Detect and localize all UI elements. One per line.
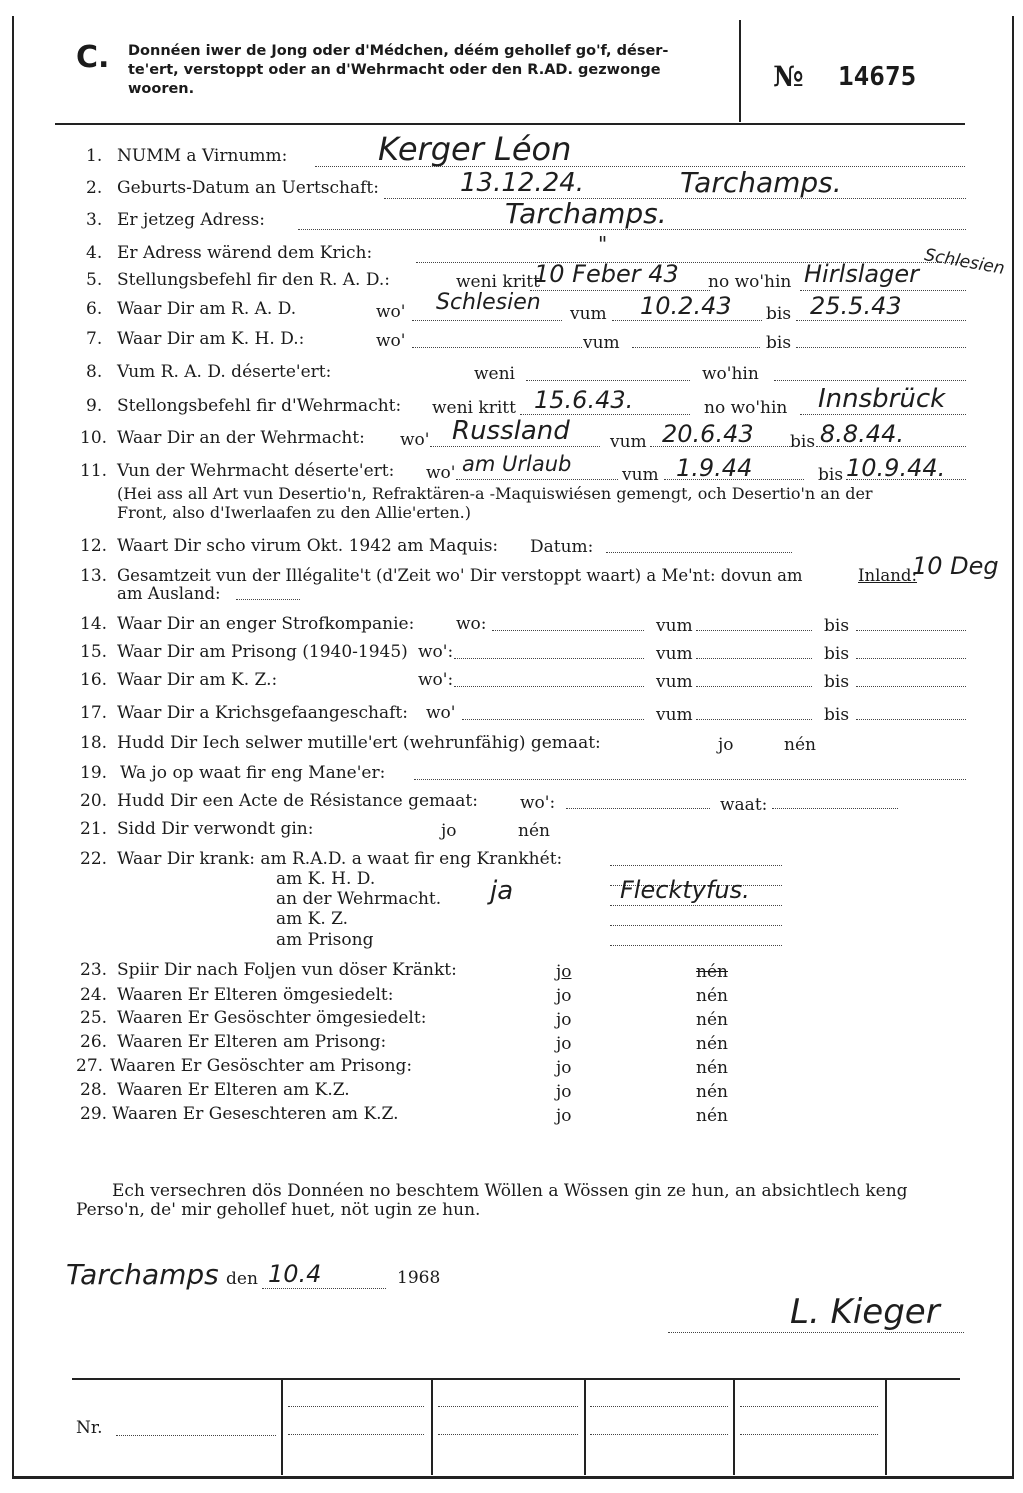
field-line bbox=[384, 198, 966, 199]
item-number: 22. bbox=[80, 849, 108, 869]
field-line bbox=[288, 1434, 424, 1435]
rad-place[interactable]: Schlesien bbox=[436, 290, 541, 315]
birth-date-value[interactable]: 13.12.24. bbox=[460, 168, 585, 198]
item-label: Wa jo op waat fir eng Mane'er: bbox=[120, 763, 386, 783]
field-line bbox=[462, 719, 644, 720]
footer-divider bbox=[584, 1380, 586, 1475]
birth-place-value[interactable]: Tarchamps. bbox=[680, 166, 842, 199]
item-label: Waaren Er Geseschteren am K.Z. bbox=[112, 1104, 399, 1124]
item-number: 20. bbox=[80, 791, 108, 811]
wo-label: wo' bbox=[426, 703, 456, 723]
wehrmacht-order-date[interactable]: 15.6.43. bbox=[534, 386, 634, 414]
item-label: Waaren Er Elteren am Prisong: bbox=[117, 1032, 387, 1052]
bis-label: bis bbox=[766, 333, 792, 353]
vum-label: vum bbox=[656, 672, 693, 692]
item-label: Sidd Dir verwondt gin: bbox=[117, 819, 314, 839]
field-line bbox=[414, 779, 966, 780]
item-label: Waar Dir an enger Strofkompanie: bbox=[117, 614, 415, 634]
vum-label: vum bbox=[583, 333, 620, 353]
vum-label: vum bbox=[656, 705, 693, 725]
wehrmacht-to[interactable]: 8.8.44. bbox=[820, 420, 904, 448]
item-number: 18. bbox=[80, 733, 108, 753]
item-number: 25. bbox=[80, 1008, 108, 1028]
item-label: Waar Dir am R. A. D. bbox=[117, 299, 297, 319]
item-number: 11. bbox=[80, 461, 108, 481]
item-label: Waart Dir scho virum Okt. 1942 am Maquis: bbox=[117, 536, 499, 556]
field-line bbox=[430, 446, 600, 447]
number-symbol: № bbox=[773, 60, 804, 93]
waat-label: waat: bbox=[720, 795, 768, 815]
field-line bbox=[800, 290, 966, 291]
nr-label: Nr. bbox=[76, 1418, 103, 1438]
field-line bbox=[590, 1406, 728, 1407]
item-label: Geburts-Datum an Uertschaft: bbox=[117, 178, 379, 198]
field-line bbox=[590, 1434, 728, 1435]
ausland-label: am Ausland: bbox=[117, 584, 221, 603]
wo-label: wo': bbox=[520, 793, 556, 813]
item-label: Waar Dir a Krichsgefaangeschaft: bbox=[117, 703, 408, 723]
item-label: Waar Dir am K. Z.: bbox=[117, 670, 278, 690]
item-number: 2. bbox=[86, 178, 103, 198]
item-number: 16. bbox=[80, 670, 108, 690]
field-line bbox=[856, 630, 966, 631]
bis-label: bis bbox=[790, 432, 816, 452]
field-line bbox=[612, 320, 762, 321]
bis-label: bis bbox=[766, 304, 792, 324]
bis-label: bis bbox=[824, 672, 850, 692]
form-number: 14675 bbox=[838, 62, 917, 92]
field-line bbox=[740, 1434, 878, 1435]
bis-label: bis bbox=[818, 465, 844, 485]
field-line bbox=[116, 1435, 276, 1436]
header-text-line1: Donnéen iwer de Jong oder d'Médchen, déém gehollef go'f, déser- bbox=[128, 43, 669, 59]
item-label: Waaren Er Elteren ömgesiedelt: bbox=[117, 985, 394, 1005]
item-note: (Hei ass all Art vun Desertio'n, Refraktären-a -Maquiswiésen gemengt, och Desertio'n an der bbox=[117, 484, 873, 503]
header-text-line3: wooren. bbox=[128, 81, 195, 97]
item-label: Gesamtzeit vun der Illégalite't (d'Zeit wo' Dir verstoppt waart) a Me'nt: dovun am bbox=[117, 566, 803, 585]
item-number: 6. bbox=[86, 299, 103, 319]
jo-option[interactable]: jo bbox=[718, 735, 734, 755]
nen-option[interactable]: nén bbox=[696, 986, 728, 1006]
item-number: 10. bbox=[80, 428, 108, 448]
item-number: 24. bbox=[80, 985, 108, 1005]
item-note: Front, also d'Iwerlaafen zu den Allie'erten.) bbox=[117, 503, 471, 522]
signature-date[interactable]: 10.4 bbox=[268, 1260, 322, 1288]
declaration-line1: Ech versechren dös Donnéen no beschtem Wöllen a Wössen gin ze hun, an absichtlech keng bbox=[112, 1181, 908, 1201]
field-line bbox=[438, 1434, 578, 1435]
wo-label: wo' bbox=[400, 430, 430, 450]
field-line bbox=[856, 686, 966, 687]
desertion-from[interactable]: 1.9.44 bbox=[676, 454, 753, 482]
field-line bbox=[696, 630, 812, 631]
field-line bbox=[454, 658, 644, 659]
item-label: Vum R. A. D. déserte'ert: bbox=[117, 362, 332, 382]
item-number: 8. bbox=[86, 362, 103, 382]
field-line bbox=[288, 1406, 424, 1407]
signature-place[interactable]: Tarchamps bbox=[66, 1258, 219, 1291]
wo-label: wo' bbox=[376, 331, 406, 351]
vum-label: vum bbox=[656, 616, 693, 636]
item-label: Waar Dir am K. H. D.: bbox=[117, 329, 305, 349]
field-line bbox=[236, 599, 300, 600]
wehrmacht-order-place[interactable]: Innsbrück bbox=[818, 384, 946, 414]
header-text-line2: te'ert, verstoppt oder an d'Wehrmacht oder den R.AD. gezwonge bbox=[128, 62, 661, 78]
wo-label: wo': bbox=[418, 642, 454, 662]
field-line bbox=[610, 865, 782, 866]
sub-option: an der Wehrmacht. bbox=[276, 889, 442, 909]
item-number: 29. bbox=[80, 1104, 108, 1124]
rad-to[interactable]: 25.5.43 bbox=[810, 292, 902, 320]
item-number: 3. bbox=[86, 210, 103, 230]
field-line bbox=[696, 719, 812, 720]
nen-option[interactable]: nén bbox=[696, 1034, 728, 1054]
item-number: 23. bbox=[80, 960, 108, 980]
item-label: NUMM a Virnumm: bbox=[117, 146, 288, 166]
den-label: den bbox=[226, 1269, 258, 1289]
war-address-value[interactable]: " bbox=[598, 232, 608, 256]
field-line bbox=[856, 658, 966, 659]
jo-option[interactable]: jo bbox=[556, 1058, 572, 1078]
jo-option[interactable]: jo bbox=[556, 962, 572, 982]
item-label: Waar Dir krank: am R.A.D. a waat fir eng Krankhét: bbox=[117, 849, 563, 869]
item-number: 26. bbox=[80, 1032, 108, 1052]
bis-label: bis bbox=[824, 644, 850, 664]
header-bottom-rule bbox=[55, 123, 965, 125]
field-line bbox=[774, 380, 966, 381]
footer-divider bbox=[431, 1380, 433, 1475]
field-line bbox=[492, 630, 644, 631]
sub-option: am K. H. D. bbox=[276, 869, 376, 889]
footer-top-rule bbox=[72, 1378, 960, 1380]
field-line bbox=[740, 1406, 878, 1407]
field-line bbox=[526, 380, 690, 381]
item-number: 19. bbox=[80, 763, 108, 783]
item-label: Waar Dir an der Wehrmacht: bbox=[117, 428, 365, 448]
desertion-place[interactable]: am Urlaub bbox=[462, 452, 572, 476]
nen-option[interactable]: nén bbox=[518, 821, 550, 841]
field-line bbox=[800, 414, 966, 415]
inland-label: Inland: bbox=[858, 566, 918, 585]
field-line bbox=[696, 658, 812, 659]
wo-label: wo' bbox=[426, 463, 456, 483]
item-label: Vun der Wehrmacht déserte'ert: bbox=[117, 461, 395, 481]
nen-option[interactable]: nén bbox=[696, 1058, 728, 1078]
rad-order-place[interactable]: Hirlslager bbox=[804, 260, 919, 288]
nen-option[interactable]: nén bbox=[784, 735, 816, 755]
field-line bbox=[632, 347, 760, 348]
rad-order-place-extra[interactable]: Schlesien bbox=[922, 245, 1007, 279]
where-label: no wo'hin bbox=[708, 272, 792, 292]
item-label: Er Adress wärend dem Krich: bbox=[117, 243, 373, 263]
bis-label: bis bbox=[824, 705, 850, 725]
signature-line bbox=[668, 1332, 964, 1333]
inland-value[interactable]: 10 Deg bbox=[912, 552, 999, 580]
item-number: 17. bbox=[80, 703, 108, 723]
nen-option[interactable]: nén bbox=[696, 1082, 728, 1102]
when-label: weni kritt bbox=[432, 398, 516, 418]
item-label: Stellungsbefehl fir den R. A. D.: bbox=[117, 270, 391, 290]
jo-option[interactable]: jo bbox=[441, 821, 457, 841]
footer-divider bbox=[733, 1380, 735, 1475]
vum-label: vum bbox=[622, 465, 659, 485]
desertion-to[interactable]: 10.9.44. bbox=[846, 454, 946, 482]
wo-label: wo': bbox=[418, 670, 454, 690]
item-number: 27. bbox=[76, 1056, 104, 1076]
item-label: Hudd Dir een Acte de Résistance gemaat: bbox=[117, 791, 478, 811]
item-number: 15. bbox=[80, 642, 108, 662]
header-divider bbox=[739, 20, 741, 122]
field-line bbox=[456, 479, 618, 480]
jo-option[interactable]: jo bbox=[556, 1010, 572, 1030]
item-number: 5. bbox=[86, 270, 103, 290]
nen-option[interactable]: nén bbox=[696, 1010, 728, 1030]
item-number: 28. bbox=[80, 1080, 108, 1100]
wohin-label: wo'hin bbox=[702, 364, 759, 384]
item-number: 4. bbox=[86, 243, 103, 263]
footer-divider bbox=[281, 1380, 283, 1475]
field-line bbox=[566, 808, 710, 809]
when-label: weni kritt bbox=[456, 272, 540, 292]
field-line bbox=[412, 320, 562, 321]
nen-option[interactable]: nén bbox=[696, 1106, 728, 1126]
field-line bbox=[772, 808, 898, 809]
datum-label: Datum: bbox=[530, 537, 594, 557]
field-line bbox=[696, 686, 812, 687]
sub-option: am Prisong bbox=[276, 930, 374, 950]
field-line bbox=[610, 925, 782, 926]
where-label: no wo'hin bbox=[704, 398, 788, 418]
rad-from[interactable]: 10.2.43 bbox=[640, 292, 732, 320]
item-label: Hudd Dir Iech selwer mutille'ert (wehrunfähig) gemaat: bbox=[117, 733, 601, 753]
nen-option[interactable]: nén bbox=[696, 962, 728, 982]
jo-option[interactable]: jo bbox=[556, 1082, 572, 1102]
item-number: 14. bbox=[80, 614, 108, 634]
item-number: 9. bbox=[86, 396, 103, 416]
field-line bbox=[262, 1288, 386, 1289]
sub-option: am K. Z. bbox=[276, 909, 349, 929]
weni-label: weni bbox=[474, 364, 515, 384]
item-number: 7. bbox=[86, 329, 103, 349]
item-label: Waaren Er Gesöschter ömgesiedelt: bbox=[117, 1008, 427, 1028]
field-line bbox=[856, 719, 966, 720]
rad-order-date[interactable]: 10 Feber 43 bbox=[534, 260, 679, 288]
field-line bbox=[606, 552, 792, 553]
item-label: Waaren Er Gesöschter am Prisong: bbox=[110, 1056, 413, 1076]
item-number: 21. bbox=[80, 819, 108, 839]
field-line bbox=[454, 686, 644, 687]
wehrmacht-from[interactable]: 20.6.43 bbox=[662, 420, 754, 448]
wo-label: wo' bbox=[376, 302, 406, 322]
bis-label: bis bbox=[824, 616, 850, 636]
field-line bbox=[438, 1406, 578, 1407]
form-letter: C. bbox=[76, 40, 110, 75]
item-number: 1. bbox=[86, 146, 103, 166]
field-line bbox=[796, 320, 966, 321]
signature-year: 1968 bbox=[397, 1268, 441, 1288]
item-label: Waaren Er Elteren am K.Z. bbox=[117, 1080, 350, 1100]
signature[interactable]: L. Kieger bbox=[790, 1292, 940, 1332]
jo-option[interactable]: jo bbox=[556, 986, 572, 1006]
vum-label: vum bbox=[610, 432, 647, 452]
field-line bbox=[530, 290, 710, 291]
jo-option[interactable]: jo bbox=[556, 1106, 572, 1126]
illness-name[interactable]: Flecktyfus. bbox=[620, 876, 750, 904]
item-label: Waar Dir am Prisong (1940-1945) bbox=[117, 642, 408, 662]
field-line bbox=[520, 414, 690, 415]
item-label: Stellongsbefehl fir d'Wehrmacht: bbox=[117, 396, 402, 416]
vum-label: vum bbox=[570, 304, 607, 324]
current-address-value[interactable]: Tarchamps. bbox=[505, 197, 667, 230]
field-line bbox=[610, 945, 782, 946]
illness-answer[interactable]: ja bbox=[490, 876, 514, 906]
declaration-line2: Perso'n, de' mir gehollef huet, nöt ugin ze hun. bbox=[76, 1200, 481, 1220]
jo-option[interactable]: jo bbox=[556, 1034, 572, 1054]
field-line bbox=[796, 347, 966, 348]
vum-label: vum bbox=[656, 644, 693, 664]
field-line bbox=[610, 905, 782, 906]
item-number: 13. bbox=[80, 566, 108, 586]
name-value[interactable]: Kerger Léon bbox=[378, 130, 572, 168]
wehrmacht-place[interactable]: Russland bbox=[452, 416, 570, 446]
item-number: 12. bbox=[80, 536, 108, 556]
footer-divider bbox=[885, 1380, 887, 1475]
item-label: Spiir Dir nach Foljen vun döser Kränkt: bbox=[117, 960, 457, 980]
wo-label: wo: bbox=[456, 614, 487, 634]
field-line bbox=[412, 347, 582, 348]
item-label: Er jetzeg Adress: bbox=[117, 210, 265, 230]
